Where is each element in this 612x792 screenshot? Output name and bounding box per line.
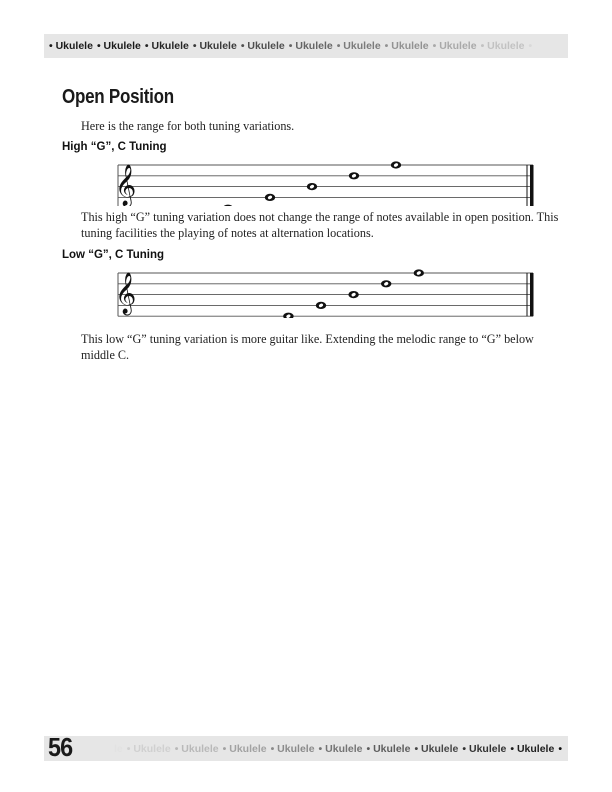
page-number: 56 <box>48 732 73 762</box>
treble-clef-icon: 𝄞 <box>115 273 137 314</box>
whole-note <box>316 302 326 309</box>
final-barline-thick <box>530 273 534 316</box>
footer-word: • Ukulele <box>270 742 315 755</box>
header-band <box>44 34 568 58</box>
header-word: • Ukulele <box>480 40 525 52</box>
whole-note <box>381 280 391 287</box>
footer-word: • Ukulele <box>366 742 411 755</box>
header-word: • Ukulele <box>240 40 285 52</box>
whole-note <box>265 194 275 201</box>
note-head <box>223 205 233 206</box>
whole-note <box>307 183 317 190</box>
section-heading-high-g: High “G”, C Tuning <box>62 141 167 153</box>
footer-word: • Ukulele <box>222 742 267 755</box>
header-word: • Ukulele <box>336 40 381 52</box>
high-g-staff <box>115 160 545 206</box>
whole-note <box>414 269 424 276</box>
footer-text <box>114 736 562 761</box>
final-barline-thick <box>530 165 534 206</box>
header-word: • Ukulele <box>384 40 429 52</box>
header-text <box>49 34 532 58</box>
high-g-description: This high “G” tuning variation does not change the range of notes available in open position. This tuning facilities the playing of notes at alternation locations. <box>81 210 559 240</box>
footer-word: • Ukulele <box>174 742 219 755</box>
footer-word: • Ukulele <box>318 742 363 755</box>
footer-word: le <box>113 742 123 755</box>
footer-word: • Ukulele <box>126 742 171 755</box>
low-g-staff <box>115 268 545 318</box>
footer-word: • Ukulele <box>462 742 507 755</box>
section-heading-low-g: Low “G”, C Tuning <box>62 249 164 261</box>
whole-note <box>223 205 233 206</box>
intro-text: Here is the range for both tuning variations. <box>81 119 295 133</box>
header-word: • Ukulele <box>96 40 141 52</box>
footer-band <box>44 736 568 761</box>
whole-note <box>348 291 358 298</box>
header-word: • <box>528 40 533 52</box>
whole-note <box>283 313 293 318</box>
whole-note <box>391 161 401 168</box>
page-title: Open Position <box>62 86 174 108</box>
header-word: • Ukulele <box>432 40 477 52</box>
low-g-description: This low “G” tuning variation is more guitar like. Extending the melodic range to “G” below middle C. <box>81 332 534 362</box>
footer-word: • Ukulele <box>510 742 555 755</box>
whole-note <box>349 172 359 179</box>
header-word: • Ukulele <box>49 40 93 52</box>
treble-clef-icon: 𝄞 <box>115 165 137 206</box>
footer-word: • Ukulele <box>414 742 459 755</box>
header-word: • Ukulele <box>144 40 189 52</box>
footer-word: • <box>558 742 562 755</box>
header-word: • Ukulele <box>288 40 333 52</box>
header-word: • Ukulele <box>192 40 237 52</box>
